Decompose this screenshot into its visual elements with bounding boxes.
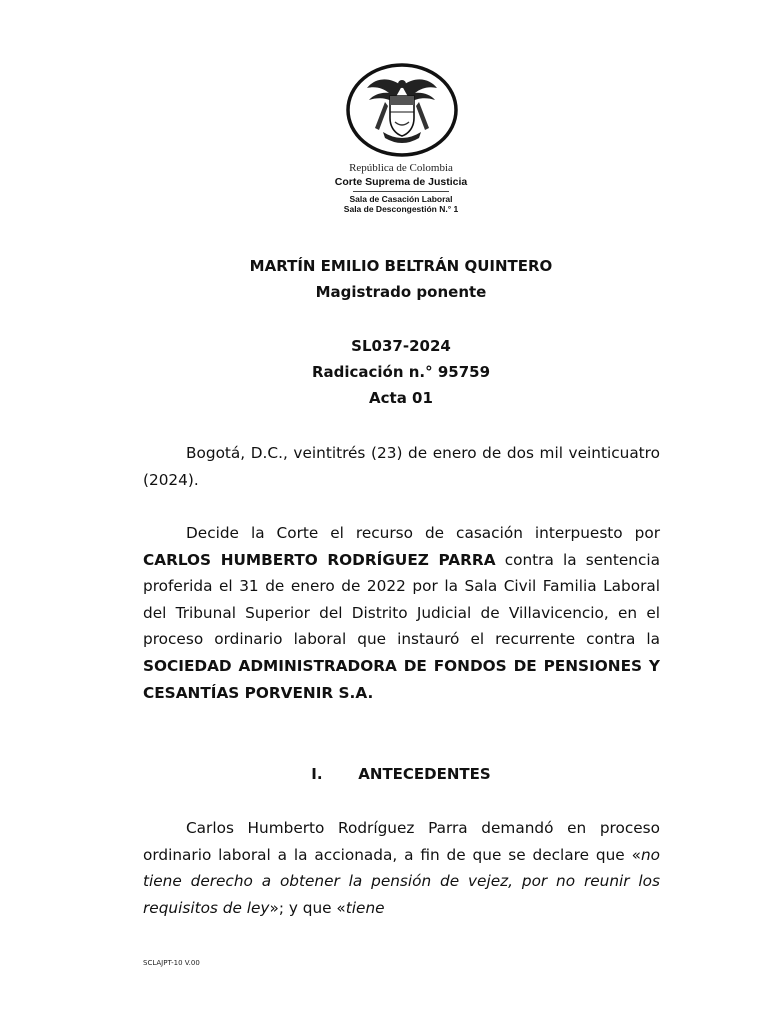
header-republica: República de Colombia bbox=[349, 162, 453, 174]
case-acta: Acta 01 bbox=[369, 389, 433, 407]
magistrate-block bbox=[0, 253, 768, 305]
antecedentes-text-a: Carlos Humberto Rodríguez Parra demandó en proceso ordinario laboral a la accionada, a fin de que se declare que « bbox=[143, 819, 660, 864]
decision-text-c: contra la sentencia proferida el 31 de enero de 2022 por la Sala Civil Familia Laboral del Tribunal Superior del Distrito Judicial de Villavicencio, en el proceso ordinario laboral que instauró el recurrente contra la bbox=[143, 550, 660, 649]
date-paragraph bbox=[143, 440, 660, 493]
magistrate-role: Magistrado ponente bbox=[315, 283, 487, 301]
antecedentes-quote-2: tiene bbox=[345, 898, 385, 917]
header-divider bbox=[353, 191, 449, 192]
antecedentes-text-c: »; y que « bbox=[269, 898, 346, 917]
section-number: I. bbox=[311, 765, 323, 783]
decision-text-a: Decide la Corte el recurso de casación interpuesto por bbox=[186, 524, 660, 542]
antecedentes-paragraph bbox=[143, 815, 660, 921]
decision-paragraph bbox=[143, 520, 660, 706]
coat-of-arms-seal bbox=[345, 62, 459, 158]
case-block bbox=[0, 333, 768, 411]
section-title: ANTECEDENTES bbox=[358, 765, 491, 783]
magistrate-name: MARTÍN EMILIO BELTRÁN QUINTERO bbox=[249, 257, 553, 275]
antecedentes-quote-1: no tiene derecho a obtener la pensión de vejez, por no reunir los requisitos de ley bbox=[143, 845, 660, 917]
header-corte: Corte Suprema de Justicia bbox=[334, 176, 468, 188]
defendant-name: SOCIEDAD ADMINISTRADORA DE FONDOS DE PENSIONES Y CESANTÍAS PORVENIR S.A. bbox=[143, 656, 660, 702]
section-heading-antecedentes bbox=[0, 761, 768, 787]
court-header bbox=[0, 162, 768, 214]
case-radicacion: Radicación n.° 95759 bbox=[311, 363, 491, 381]
date-text: Bogotá, D.C., veintitrés (23) de enero de dos mil veinticuatro (2024). bbox=[143, 444, 660, 489]
footer-code: SCLAJPT-10 V.00 bbox=[143, 959, 200, 967]
header-sala-descongestion: Sala de Descongestión N.° 1 bbox=[343, 204, 459, 214]
header-sala-casacion: Sala de Casación Laboral bbox=[349, 194, 453, 204]
case-number: SL037-2024 bbox=[351, 337, 451, 355]
appellant-name: CARLOS HUMBERTO RODRÍGUEZ PARRA bbox=[143, 550, 496, 569]
